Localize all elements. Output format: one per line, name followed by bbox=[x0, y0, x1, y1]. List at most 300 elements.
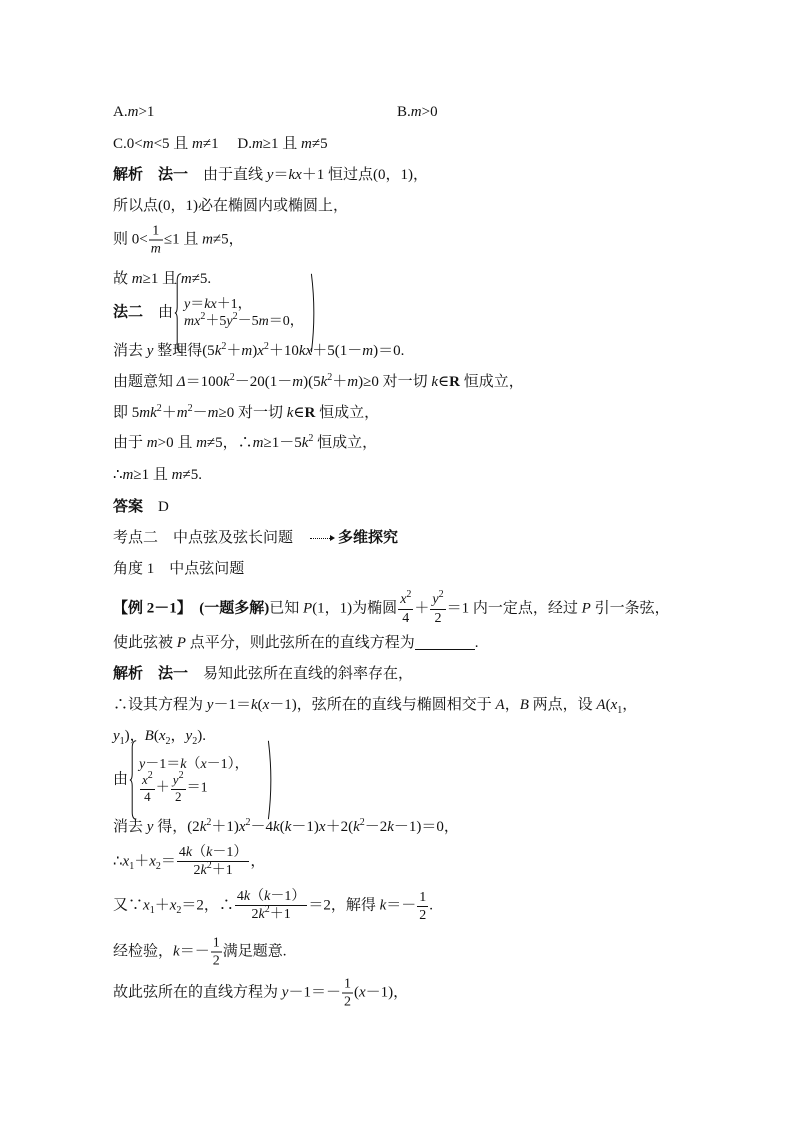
math-variable: k bbox=[387, 819, 394, 835]
math-variable: m bbox=[202, 231, 213, 248]
text-run: －1） bbox=[270, 889, 306, 904]
solution-method-two-line bbox=[113, 465, 202, 485]
fraction-numerator bbox=[417, 889, 428, 907]
solution-method-one-line bbox=[113, 196, 348, 216]
fraction-denominator bbox=[149, 241, 163, 258]
text-run: 易知此弦所在直线的斜率存在， bbox=[188, 666, 414, 682]
text-run: ∴ bbox=[113, 467, 123, 483]
solution-method-one-line bbox=[113, 165, 428, 185]
text-run: 4 bbox=[236, 889, 244, 904]
math-variable: B bbox=[144, 728, 154, 744]
math-variable: y bbox=[146, 343, 154, 359]
text-run: 2 bbox=[193, 863, 201, 878]
math-variable: m bbox=[258, 313, 269, 329]
superscript: 2 bbox=[406, 589, 412, 600]
text-run: 所以点(0，1)必在椭圆内或椭圆上， bbox=[113, 198, 348, 214]
superscript: 2 bbox=[178, 770, 184, 781]
superscript: 2 bbox=[264, 904, 270, 915]
text-run: ≥1 且 bbox=[133, 467, 172, 483]
text-run: 4 bbox=[144, 789, 151, 804]
math-variable: x bbox=[610, 697, 618, 713]
math-variable: m bbox=[142, 136, 154, 152]
example-solution-line bbox=[113, 844, 265, 880]
text-run: ＝100 bbox=[185, 374, 224, 390]
system-row bbox=[139, 770, 249, 804]
superscript: 2 bbox=[359, 817, 365, 828]
text-run: 恒成立， bbox=[460, 374, 524, 390]
superscript: 2 bbox=[232, 310, 238, 322]
text-run: ≤1 且 bbox=[163, 231, 203, 248]
text-run: －20(1－ bbox=[234, 374, 293, 390]
text-run: ＋5(1－ bbox=[312, 343, 363, 359]
fraction bbox=[235, 888, 307, 924]
text-run: ( bbox=[279, 819, 285, 835]
text-run: 恒成立， bbox=[313, 435, 378, 451]
text-run: 恒成立， bbox=[315, 405, 380, 421]
text-run: ＋ bbox=[226, 343, 242, 359]
fraction-denominator bbox=[171, 790, 186, 804]
superscript: 2 bbox=[156, 403, 162, 414]
text-run: )≥0 对一切 bbox=[358, 374, 432, 390]
example-solution-line bbox=[113, 695, 637, 717]
text-run: ). bbox=[197, 728, 206, 744]
text-run: 1 bbox=[343, 976, 351, 992]
text-run: ≥1 且 bbox=[142, 271, 181, 287]
math-variable: m bbox=[347, 374, 359, 390]
dotted-arrow-icon bbox=[310, 538, 330, 539]
math-variable: k bbox=[214, 343, 222, 359]
fraction-denominator bbox=[177, 862, 249, 880]
answer-line bbox=[113, 497, 169, 517]
math-variable: y bbox=[172, 772, 179, 787]
bold-text: 答案 bbox=[113, 499, 144, 515]
example-solution-line bbox=[113, 935, 286, 970]
bold-text: 【例 2－1】 (一题多解) bbox=[113, 600, 270, 617]
bold-text: R bbox=[304, 405, 316, 421]
text-run: ∴设其方程为 bbox=[113, 697, 207, 713]
example-prompt-line bbox=[113, 633, 478, 653]
text-run: 满足题意. bbox=[222, 943, 287, 960]
text-run: 整理得(5 bbox=[153, 343, 215, 359]
math-variable: k bbox=[223, 374, 230, 390]
text-run: （ bbox=[250, 889, 265, 904]
math-variable: x bbox=[143, 897, 150, 914]
text-run: －1)＝0， bbox=[393, 819, 459, 835]
text-run: ≥0 对一切 bbox=[218, 405, 287, 421]
text-run: ( bbox=[257, 697, 263, 713]
superscript: 2 bbox=[206, 817, 212, 828]
math-variable: m bbox=[292, 374, 304, 390]
fraction-denominator bbox=[140, 790, 155, 804]
math-variable: m bbox=[252, 435, 264, 451]
math-variable: m bbox=[176, 405, 188, 421]
solution-method-two-line bbox=[113, 433, 377, 455]
math-variable: y bbox=[206, 697, 214, 713]
text-run: －2 bbox=[364, 819, 388, 835]
math-variable: kx bbox=[298, 343, 313, 359]
math-variable: mx bbox=[184, 313, 201, 329]
text-run: 经检验， bbox=[113, 943, 174, 960]
math-variable: y bbox=[266, 167, 274, 183]
math-variable: y bbox=[185, 728, 193, 744]
subscript: 2 bbox=[155, 861, 161, 873]
math-variable: m bbox=[150, 241, 161, 257]
text-run: ＋1 bbox=[211, 863, 233, 878]
text-run: ≠5， bbox=[212, 231, 244, 248]
math-variable: P bbox=[176, 635, 186, 651]
text-run: D bbox=[143, 499, 169, 515]
text-run: 2 bbox=[174, 789, 182, 804]
text-run: ＋ bbox=[134, 853, 150, 870]
section-angle-heading bbox=[113, 559, 244, 579]
math-variable: y bbox=[226, 313, 233, 329]
math-variable: k bbox=[320, 374, 328, 390]
right-paren-icon bbox=[267, 740, 274, 820]
math-variable: k bbox=[431, 374, 439, 390]
text-run: 4 bbox=[178, 845, 186, 860]
text-run: ＝2，∴ bbox=[181, 897, 234, 914]
subscript: 2 bbox=[176, 905, 182, 917]
math-variable: A bbox=[495, 697, 505, 713]
fraction bbox=[417, 889, 428, 924]
text-run: (1，1)为椭圆 bbox=[312, 600, 398, 617]
fraction-denominator bbox=[398, 610, 413, 627]
text-run: )， bbox=[124, 728, 145, 744]
text-run: ＋ bbox=[414, 600, 430, 617]
text-run: ) bbox=[252, 343, 258, 359]
text-run: 点平分，则此弦所在的直线方程为 bbox=[185, 635, 415, 651]
math-variable: y bbox=[281, 984, 289, 1001]
text-run: 2 bbox=[419, 907, 427, 923]
text-run: ＋ bbox=[332, 374, 348, 390]
math-variable: k bbox=[264, 889, 271, 904]
text-run: ＝ bbox=[190, 296, 205, 312]
text-run: －1＝－ bbox=[288, 984, 341, 1001]
math-variable: k bbox=[173, 943, 180, 960]
text-run: ＋ bbox=[161, 405, 177, 421]
bold-text: 解析 法一 bbox=[113, 666, 189, 682]
text-run: ( bbox=[353, 984, 359, 1001]
fraction-denominator bbox=[235, 906, 307, 924]
text-run: ≠5，∴ bbox=[206, 435, 253, 451]
math-variable: k bbox=[250, 697, 258, 713]
math-variable: x bbox=[400, 592, 407, 607]
math-variable: B bbox=[519, 697, 529, 713]
math-variable: m bbox=[362, 343, 374, 359]
fraction-numerator bbox=[177, 844, 249, 862]
text-run: >0 bbox=[421, 104, 438, 120]
text-run: ＝2，解得 bbox=[308, 897, 380, 914]
text-run: >1 bbox=[138, 104, 155, 120]
text-run: ， bbox=[622, 697, 638, 713]
fraction-numerator bbox=[140, 770, 155, 790]
math-variable: m bbox=[127, 104, 139, 120]
text-run: － bbox=[192, 405, 208, 421]
equation-system bbox=[129, 740, 274, 820]
text-run: 角度 1 中点弦问题 bbox=[113, 561, 245, 577]
fraction bbox=[171, 770, 186, 804]
text-run: )(5 bbox=[303, 374, 321, 390]
superscript: 2 bbox=[229, 372, 235, 383]
text-run: ＋5 bbox=[205, 313, 227, 329]
system-row bbox=[139, 756, 249, 773]
text-run: ＋10 bbox=[268, 343, 299, 359]
example-solution-line bbox=[113, 740, 274, 820]
math-variable: m bbox=[251, 136, 263, 152]
fraction-denominator bbox=[342, 994, 353, 1011]
text-run: －1)， bbox=[365, 984, 409, 1001]
text-run: . bbox=[474, 635, 479, 651]
math-variable: x bbox=[257, 343, 264, 359]
text-run: <5 且 bbox=[153, 136, 193, 152]
fraction-denominator bbox=[417, 907, 428, 924]
text-run: 使此弦被 bbox=[113, 635, 177, 651]
text-run: －1＝ bbox=[213, 697, 251, 713]
subscript: 1 bbox=[129, 861, 135, 873]
math-variable: x bbox=[158, 728, 166, 744]
text-run: 故此弦所在的直线方程为 bbox=[113, 984, 282, 1001]
text-run: －4 bbox=[250, 819, 274, 835]
superscript: 2 bbox=[438, 589, 444, 600]
math-variable: y bbox=[139, 757, 146, 772]
solution-method-two-line bbox=[113, 372, 524, 394]
text-run: )＝0. bbox=[373, 343, 405, 359]
math-variable: m bbox=[410, 104, 422, 120]
text-run: ＝0， bbox=[268, 313, 304, 329]
text-run: 两点，设 bbox=[528, 697, 597, 713]
fraction-numerator bbox=[171, 770, 186, 790]
system-row bbox=[184, 310, 304, 331]
text-run: ＝－ bbox=[179, 943, 210, 960]
text-run: （ bbox=[192, 845, 207, 860]
text-run: 由 bbox=[143, 304, 174, 321]
fraction bbox=[342, 976, 353, 1011]
math-variable: k bbox=[379, 897, 387, 914]
text-run: ≠1 D. bbox=[202, 136, 252, 152]
math-variable: m bbox=[301, 136, 312, 152]
text-run: 消去 bbox=[113, 819, 147, 835]
example-prompt-line bbox=[113, 591, 670, 627]
text-run: A. bbox=[113, 104, 128, 120]
text-run: ， bbox=[250, 853, 266, 870]
text-run: 已知 bbox=[269, 600, 304, 617]
fraction-numerator bbox=[211, 935, 222, 953]
math-variable: k bbox=[301, 435, 309, 451]
math-variable: kx bbox=[288, 167, 302, 183]
text-run: ( bbox=[605, 697, 611, 713]
math-variable: k bbox=[243, 889, 251, 904]
math-variable: mk bbox=[139, 405, 157, 421]
math-variable: y bbox=[146, 819, 154, 835]
fraction-numerator bbox=[430, 591, 445, 610]
text-run: 由于直线 bbox=[188, 167, 267, 183]
math-variable: P bbox=[303, 600, 313, 617]
text-run: 引一条弦， bbox=[590, 600, 670, 617]
math-variable: x bbox=[200, 757, 207, 772]
text-run: ＝ bbox=[273, 167, 289, 183]
text-run: 故 bbox=[113, 271, 132, 287]
math-variable: x bbox=[149, 853, 156, 870]
superscript: 2 bbox=[206, 860, 212, 871]
math-variable: m bbox=[122, 467, 134, 483]
text-run: ( bbox=[153, 728, 159, 744]
text-run: ＋1 恒过点(0，1)， bbox=[301, 167, 429, 183]
text-run: －1） bbox=[212, 845, 248, 860]
math-variable: Δ bbox=[176, 374, 186, 390]
math-variable: kx bbox=[204, 296, 217, 312]
section-heading bbox=[113, 528, 398, 548]
option-b bbox=[397, 102, 438, 122]
superscript: 2 bbox=[187, 403, 193, 414]
text-run: －1) bbox=[291, 819, 319, 835]
text-run: ＝ bbox=[160, 853, 176, 870]
text-run: 由 bbox=[113, 771, 129, 788]
subscript: 1 bbox=[149, 905, 155, 917]
math-variable: y bbox=[184, 296, 191, 312]
text-run: ＋ bbox=[154, 897, 170, 914]
math-variable: k bbox=[180, 757, 187, 772]
fraction-denominator bbox=[211, 953, 222, 970]
text-run: 由题意知 bbox=[113, 374, 177, 390]
subscript: 2 bbox=[192, 736, 198, 747]
text-run: ＋2( bbox=[325, 819, 354, 835]
math-variable: y bbox=[432, 592, 439, 607]
text-run: －1＝ bbox=[145, 757, 181, 772]
text-run: ≠5 bbox=[311, 136, 328, 152]
fraction bbox=[149, 223, 163, 258]
math-variable: m bbox=[131, 271, 143, 287]
text-run: C.0< bbox=[113, 136, 143, 152]
text-run: ＋1) bbox=[211, 819, 239, 835]
bold-text: R bbox=[449, 374, 460, 390]
text-run: >0 且 bbox=[157, 435, 197, 451]
superscript: 2 bbox=[200, 310, 206, 322]
math-variable: m bbox=[171, 467, 183, 483]
fraction-numerator bbox=[398, 591, 413, 610]
system-rows bbox=[139, 740, 267, 820]
superscript: 2 bbox=[245, 817, 251, 828]
math-variable: k bbox=[200, 863, 207, 878]
text-run: （ bbox=[186, 757, 201, 772]
text-run: ＋ bbox=[155, 780, 170, 796]
math-variable: x bbox=[122, 853, 130, 870]
math-variable: x bbox=[169, 897, 177, 914]
superscript: 2 bbox=[308, 433, 314, 444]
math-variable: m bbox=[241, 343, 253, 359]
math-variable: x bbox=[238, 819, 246, 835]
example-solution-line bbox=[113, 888, 433, 924]
subscript: 2 bbox=[165, 736, 171, 747]
text-run: 则 0< bbox=[113, 231, 148, 248]
text-run: 即 5 bbox=[113, 405, 140, 421]
superscript: 2 bbox=[221, 341, 227, 352]
text-run: 1 bbox=[212, 935, 220, 951]
math-variable: k bbox=[206, 845, 213, 860]
fraction-numerator bbox=[342, 976, 353, 994]
fraction bbox=[398, 591, 413, 627]
text-run: 2 bbox=[343, 994, 351, 1010]
text-run: 2 bbox=[212, 953, 220, 969]
math-variable: k bbox=[273, 819, 280, 835]
math-variable: y bbox=[113, 728, 120, 744]
fraction bbox=[430, 591, 445, 627]
subscript: 1 bbox=[617, 705, 623, 716]
text-run: ＋1 bbox=[269, 907, 291, 922]
example-solution-line bbox=[113, 817, 459, 839]
bold-text: 解析 法一 bbox=[113, 167, 189, 183]
subscript: 1 bbox=[119, 736, 125, 747]
math-variable: k bbox=[185, 845, 193, 860]
text-run: 1 bbox=[152, 223, 160, 239]
fraction bbox=[177, 844, 249, 880]
left-brace-icon bbox=[129, 740, 137, 820]
superscript: 2 bbox=[147, 770, 153, 781]
fraction-numerator bbox=[149, 223, 163, 241]
text-run: 4 bbox=[402, 611, 410, 626]
math-variable: m bbox=[146, 435, 158, 451]
math-variable: m bbox=[207, 405, 219, 421]
math-variable: x bbox=[262, 697, 270, 713]
text-run: ， bbox=[504, 697, 520, 713]
option-a bbox=[113, 102, 154, 122]
solution-method-two-line bbox=[113, 403, 379, 425]
text-run: ＝1 bbox=[186, 780, 208, 796]
math-variable: k bbox=[286, 405, 294, 421]
math-variable: k bbox=[284, 819, 292, 835]
text-run: 1 bbox=[419, 889, 427, 905]
text-run: －5 bbox=[237, 313, 259, 329]
answer-blank bbox=[415, 634, 475, 650]
solution-method-two-line bbox=[113, 341, 404, 363]
math-variable: m bbox=[180, 271, 192, 287]
text-run: 2 bbox=[434, 611, 442, 626]
math-variable: k bbox=[258, 907, 265, 922]
text-run: ≠5. bbox=[182, 467, 202, 483]
text-run: ≥1－5 bbox=[263, 435, 302, 451]
fraction-denominator bbox=[430, 610, 445, 627]
math-variable: x bbox=[358, 984, 366, 1001]
example-solution-line bbox=[113, 976, 408, 1011]
math-variable: x bbox=[142, 772, 148, 787]
fraction bbox=[140, 770, 155, 804]
text-run: 得，(2 bbox=[153, 819, 200, 835]
text-run: ， bbox=[170, 728, 186, 744]
text-run: ∈ bbox=[438, 374, 450, 390]
text-run: B. bbox=[397, 104, 411, 120]
text-run: －1)，弦所在的直线与椭圆相交于 bbox=[269, 697, 496, 713]
fraction bbox=[211, 935, 222, 970]
system-row bbox=[184, 296, 304, 313]
text-run: －1）， bbox=[206, 757, 249, 772]
bold-text: 多维探究 bbox=[338, 530, 399, 546]
text-run: 又∵ bbox=[113, 897, 144, 914]
text-run: 2 bbox=[251, 907, 259, 922]
superscript: 2 bbox=[327, 372, 333, 383]
math-variable: k bbox=[353, 819, 360, 835]
superscript: 2 bbox=[263, 341, 269, 352]
text-run: 考点二 中点弦及弦长问题 bbox=[113, 530, 309, 546]
math-variable: m bbox=[192, 136, 203, 152]
text-run: ∈ bbox=[293, 405, 305, 421]
options-c-d bbox=[113, 134, 328, 154]
text-run: ≥1 且 bbox=[262, 136, 302, 152]
math-variable: x bbox=[318, 819, 326, 835]
example-solution-line bbox=[113, 664, 413, 684]
math-variable: A bbox=[596, 697, 606, 713]
fraction-numerator bbox=[235, 888, 307, 906]
text-run: 消去 bbox=[113, 343, 147, 359]
math-variable: m bbox=[196, 435, 207, 451]
